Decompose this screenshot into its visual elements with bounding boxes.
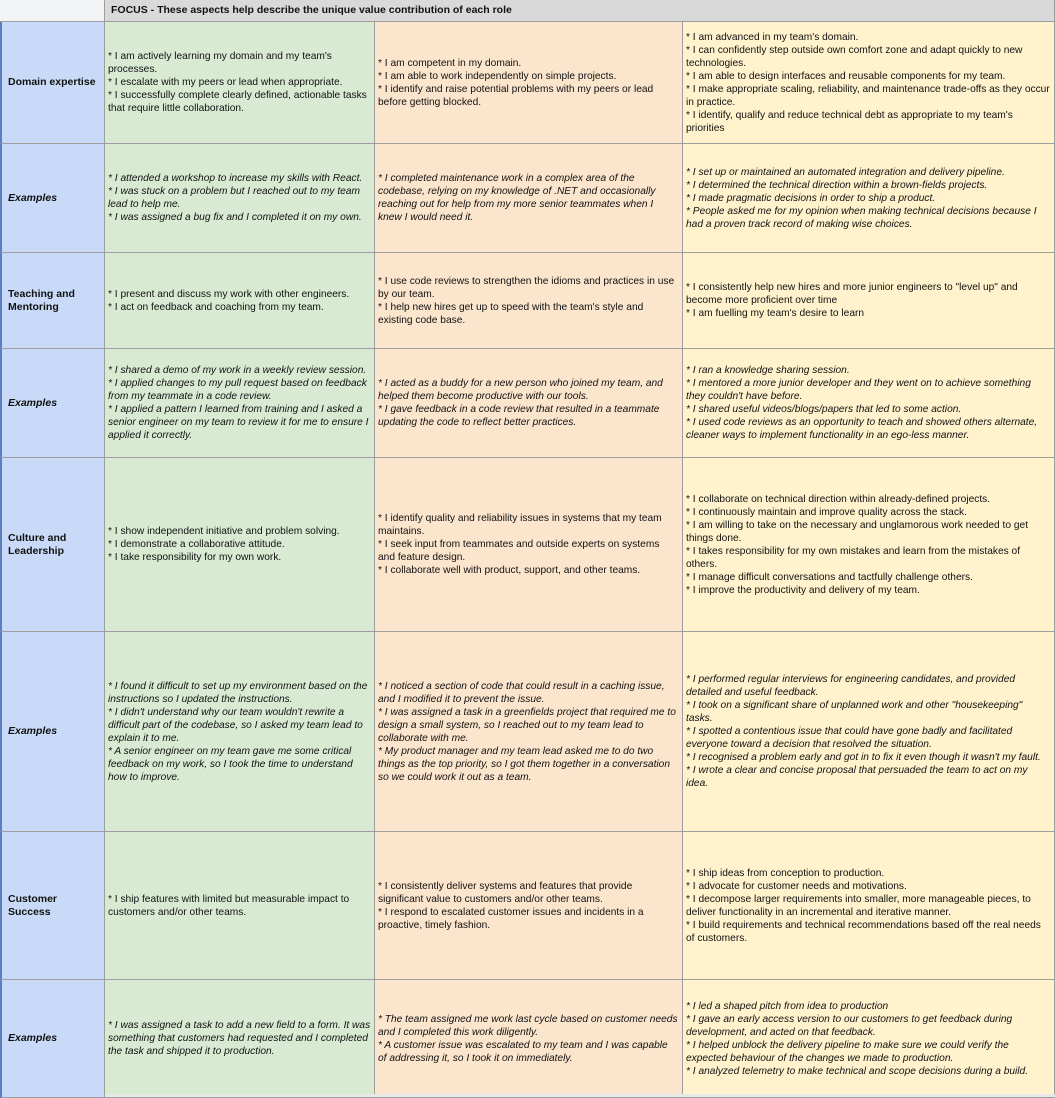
cell-text: * I present and discuss my work with other engineers. * I act on feedback and coaching from my team. — [108, 288, 350, 313]
cell-customer-level-1[interactable] — [105, 832, 375, 980]
cell-text: * I was assigned a task to add a new field to a form. It was something that customers had requested and I completed the task and shipped it to production. — [108, 1020, 371, 1057]
cell-examples-customer-level-2[interactable] — [375, 980, 683, 1098]
cell-examples-culture-level-1[interactable] — [105, 632, 375, 832]
cell-text: * I completed maintenance work in a complex area of the codebase, relying on my knowledge of .NET and occasionally reaching out for help from my more senior teammates when I knew I would need it. — [378, 173, 656, 223]
cell-text: * I consistently deliver systems and features that provide significant value to customers and/or other teams. * I respond to escalated customer issues and incidents in a proactive, timely fashion. — [378, 880, 644, 931]
cell-text: * I attended a workshop to increase my skills with React. * I was stuck on a problem but I reached out to my team lead to help me. * I was assigned a bug fix and I completed it on my own. — [108, 173, 363, 223]
cell-text: * I consistently help new hires and more junior engineers to "level up" and become more proficient over time * I am fuelling my team's desire to learn — [686, 282, 1018, 319]
cell-text: * I am advanced in my team's domain. * I can confidently step outside own comfort zone and adapt quickly to new technologies. * I am able to design interfaces and reusable components for my team. * I make appropriate scaling, reliability, and maintenance trade-offs as they occur in practice. * I identify, qualify and reduce technical debt as appropriate to my team's priorities — [686, 31, 1050, 134]
row-label-domain-expertise[interactable] — [0, 22, 105, 144]
cell-examples-culture-level-3[interactable] — [683, 632, 1055, 832]
row-label-examples-customer[interactable] — [0, 980, 105, 1098]
cell-domain-expertise-level-2[interactable] — [375, 22, 683, 144]
cell-text: * I ship ideas from conception to production. * I advocate for customer needs and motivations. * I decompose larger requirements into smaller, more manageable pieces, to deliver functionality in an incremental and iterative manner. * I build requirements and technical recommendations based off the real needs of customers. — [686, 867, 1041, 944]
row-label-teaching-mentoring[interactable] — [0, 253, 105, 349]
row-label-text: Teaching and Mentoring — [8, 287, 75, 313]
cell-text: * The team assigned me work last cycle based on customer needs and I completed this work diligently. * A customer issue was escalated to my team and I was capable of addressing it, so I took it on immediately. — [378, 1013, 678, 1064]
cell-text: * I collaborate on technical direction within already-defined projects. * I continuously maintain and improve quality across the stack. * I am willing to take on the necessary and unglamorous work needed to get things done. * I takes responsibility for my own mistakes and learn from the mistakes of others. * I manage difficult conversations and tactfully challenge others. * I improve the productivity and delivery of my team. — [686, 493, 1029, 596]
cell-examples-domain-level-3[interactable] — [683, 144, 1055, 253]
cell-text: * I shared a demo of my work in a weekly review session. * I applied changes to my pull request based on feedback from my teammate in a code review. * I applied a pattern I learned from training and I asked a senior engineer on my team to review it for me to ensure I applied it correctly. — [108, 365, 369, 441]
cell-examples-domain-level-2[interactable] — [375, 144, 683, 253]
row-label-text: Examples — [8, 191, 58, 204]
cell-text: * I found it difficult to set up my environment based on the instructions so I updated the instructions. * I didn't understand why our team wouldn't rewrite a difficult part of the codebase, so I asked my team lead to explain it to me. * A senior engineer on my team gave me some critical feedback on my work, so I took the time to understand how to improve. — [108, 680, 368, 783]
cell-teaching-level-3[interactable] — [683, 253, 1055, 349]
cell-examples-teaching-level-1[interactable] — [105, 349, 375, 458]
corner-cell[interactable] — [0, 0, 105, 22]
cell-culture-level-1[interactable] — [105, 458, 375, 632]
cell-domain-expertise-level-3[interactable] — [683, 22, 1055, 144]
row-label-text: Examples — [8, 396, 58, 409]
cell-text: * I noticed a section of code that could result in a caching issue, and I modified it to prevent the issue. * I was assigned a task in a greenfields project that required me to design a small system, so I reached out to my team lead to collaborate with me. * My product manager and my team lead asked me to do two things as the top priority, so I got them together in a conversation so we could work it out as a team. — [378, 680, 676, 783]
cell-customer-level-3[interactable] — [683, 832, 1055, 980]
cell-examples-customer-level-1[interactable] — [105, 980, 375, 1098]
cell-examples-culture-level-2[interactable] — [375, 632, 683, 832]
cell-text: * I identify quality and reliability issues in systems that my team maintains. * I seek input from teammates and outside experts on systems and feature design. * I collaborate well with product, support, and other teams. — [378, 513, 662, 576]
row-label-examples-teaching[interactable] — [0, 349, 105, 458]
focus-header[interactable] — [105, 0, 1055, 22]
cell-examples-customer-level-3[interactable] — [683, 980, 1055, 1098]
cell-examples-domain-level-1[interactable] — [105, 144, 375, 253]
row-label-customer-success[interactable] — [0, 832, 105, 980]
row-label-text: Examples — [8, 725, 58, 737]
cell-examples-teaching-level-2[interactable] — [375, 349, 683, 458]
row-label-text: Culture and Leadership — [8, 531, 67, 557]
cell-customer-level-2[interactable] — [375, 832, 683, 980]
cell-text: * I use code reviews to strengthen the idioms and practices in use by our team. * I help new hires get up to speed with the team's style and existing code base. — [378, 275, 675, 326]
row-label-examples-culture[interactable] — [0, 632, 105, 832]
cell-culture-level-2[interactable] — [375, 458, 683, 632]
row-label-text: Domain expertise — [8, 76, 96, 88]
cell-text: * I led a shaped pitch from idea to production * I gave an early access version to our customers to get feedback during development, and acted on that feedback. * I helped unblock the delivery pipeline to make sure we could verify the expected behaviour of the changes we made to production. * I analyzed telemetry to make technical and scope decisions during a build. — [686, 1000, 1029, 1077]
row-label-culture-leadership[interactable] — [0, 458, 105, 632]
row-label-text: Customer Success — [8, 892, 58, 918]
cell-text: * I acted as a buddy for a new person who joined my team, and helped them become productive with our tools. * I gave feedback in a code review that resulted in a teammate updating the code to reflect better practices. — [378, 378, 663, 428]
cell-text: * I am actively learning my domain and my team's processes. * I escalate with my peers or lead when appropriate. * I successfully complete clearly defined, actionable tasks that require little collaboration. — [108, 51, 367, 114]
cell-text: * I ship features with limited but measurable impact to customers and/or other teams. — [108, 893, 350, 918]
cell-text: * I ran a knowledge sharing session. * I mentored a more junior developer and they went on to achieve something they couldn't have before. * I shared useful videos/blogs/papers that led to some action. * I used code reviews as an opportunity to teach and showed others alternate, cleaner ways to implement functionality in an ego-less manner. — [686, 365, 1038, 441]
row-label-examples-domain[interactable] — [0, 144, 105, 253]
cell-teaching-level-2[interactable] — [375, 253, 683, 349]
cell-text: * I performed regular interviews for engineering candidates, and provided detailed and useful feedback. * I took on a significant share of unplanned work and other "housekeeping" tasks. * I spotted a contentious issue that could have gone badly and facilitated everyone toward a decision that resolved the situation. * I recognised a problem early and got in to fix it even though it wasn't my fault. * I wrote a clear and concise proposal that persuaded the team to act on my idea. — [686, 674, 1041, 789]
cell-text: * I am competent in my domain. * I am able to work independently on simple projects. * I identify and raise potential problems with my peers or lead before getting blocked. — [378, 57, 654, 108]
cell-teaching-level-1[interactable] — [105, 253, 375, 349]
cell-domain-expertise-level-1[interactable] — [105, 22, 375, 144]
cell-examples-teaching-level-3[interactable] — [683, 349, 1055, 458]
focus-header-text: FOCUS - These aspects help describe the unique value contribution of each role — [111, 4, 512, 16]
cell-text: * I set up or maintained an automated integration and delivery pipeline. * I determined the technical direction within a brown-fields projects. * I made pragmatic decisions in order to ship a product. * People asked me for my opinion when making technical decisions because I had a proven track record of making wise choices. — [686, 166, 1037, 230]
cell-culture-level-3[interactable] — [683, 458, 1055, 632]
row-label-text: Examples — [8, 1032, 58, 1044]
cell-text: * I show independent initiative and problem solving. * I demonstrate a collaborative attitude. * I take responsibility for my own work. — [108, 526, 340, 563]
